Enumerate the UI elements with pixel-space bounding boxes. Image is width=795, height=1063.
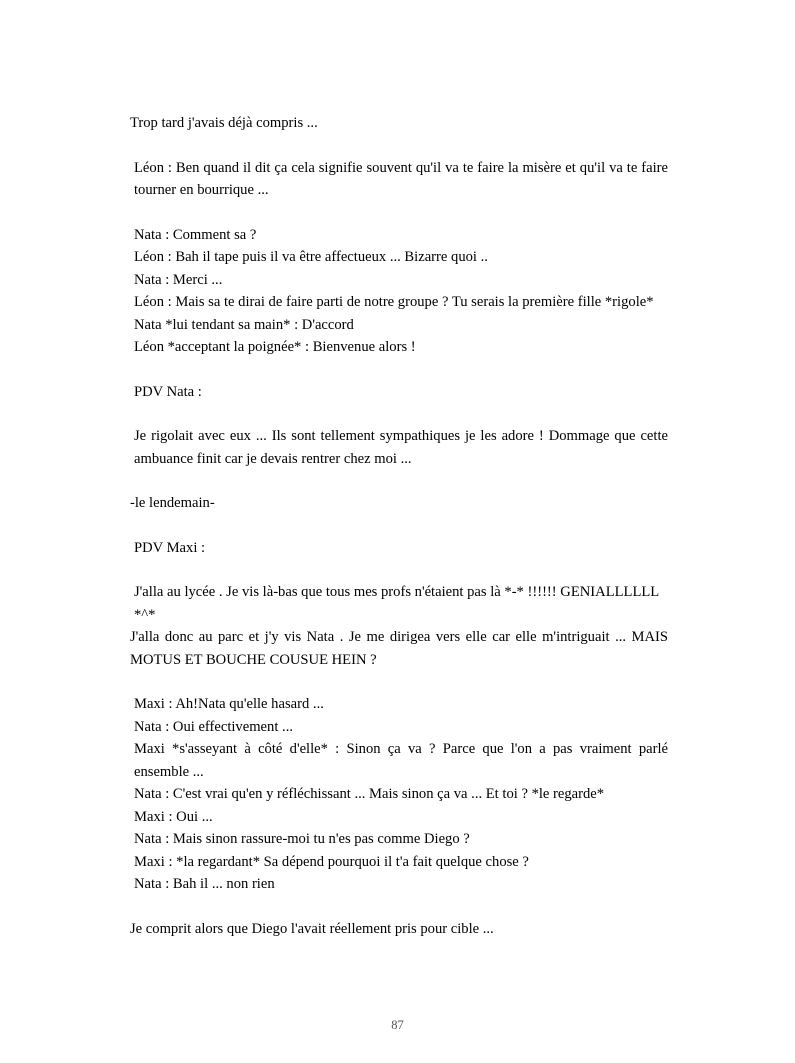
paragraph-heading-pdv-nata: PDV Nata : — [134, 383, 202, 400]
paragraph: J'alla donc au parc et j'y vis Nata . Je me dirigea vers elle car elle m'intriguait ... MAIS MOTUS ET BOUCHE COUSUE HEIN ? — [130, 629, 668, 668]
scene-break-label: -le lendemain- — [130, 495, 215, 511]
paragraph: Nata : C'est vrai qu'en y réfléchissant ... Mais sinon ça va ... Et toi ? *le regarde* — [134, 786, 605, 802]
paragraph: Je comprit alors que Diego l'avait réellement pris pour cible ... — [130, 920, 494, 937]
paragraph: Nata *lui tendant sa main* : D'accord — [134, 316, 354, 333]
paragraph-spacer — [130, 896, 668, 918]
paragraph-spacer — [130, 359, 668, 381]
paragraph-spacer — [130, 202, 668, 224]
paragraph-spacer — [130, 515, 668, 537]
paragraph: Léon : Ben quand il dit ça cela signifie souvent qu'il va te faire la misère et qu'il va te faire tourner en bourrique ... — [134, 159, 668, 198]
paragraph: Nata : Merci ... — [134, 271, 223, 288]
paragraph: Maxi : *la regardant* Sa dépend pourquoi il t'a fait quelque chose ? — [134, 853, 529, 870]
paragraph: Maxi : Ah!Nata qu'elle hasard ... — [134, 696, 324, 712]
page-text-body — [130, 112, 668, 940]
paragraph: Trop tard j'avais déjà compris ... — [130, 115, 318, 131]
paragraph: Je rigolait avec eux ... Ils sont tellement sympathiques je les adore ! Dommage que cette ambuance finit car je devais rentrer chez moi ... — [134, 428, 668, 467]
paragraph-spacer — [130, 559, 668, 581]
paragraph-spacer — [130, 135, 668, 157]
paragraph: Maxi *s'asseyant à côté d'elle* : Sinon ça va ? Parce que l'on a pas vraiment parlé ensemble ... — [134, 741, 668, 780]
paragraph: Léon *acceptant la poignée* : Bienvenue alors ! — [134, 339, 416, 355]
paragraph: Nata : Mais sinon rassure-moi tu n'es pas comme Diego ? — [134, 831, 470, 847]
paragraph-spacer — [130, 671, 668, 693]
paragraph: J'alla au lycée . Je vis là-bas que tous mes profs n'étaient pas là *-* !!!!!! GENIALLLLLL *^* — [134, 584, 659, 623]
paragraph: Nata : Comment sa ? — [134, 226, 257, 243]
page-number: 87 — [391, 1018, 404, 1032]
paragraph-spacer — [130, 470, 668, 492]
paragraph: Léon : Mais sa te dirai de faire parti de notre groupe ? Tu serais la première fille *rigole* — [134, 294, 654, 310]
paragraph: Nata : Oui effectivement ... — [134, 718, 293, 735]
paragraph-heading-pdv-maxi: PDV Maxi : — [134, 539, 206, 556]
paragraph: Maxi : Oui ... — [134, 808, 213, 825]
paragraph: Nata : Bah il ... non rien — [134, 876, 275, 892]
paragraph: Léon : Bah il tape puis il va être affectueux ... Bizarre quoi .. — [134, 249, 488, 265]
paragraph-spacer — [130, 403, 668, 425]
